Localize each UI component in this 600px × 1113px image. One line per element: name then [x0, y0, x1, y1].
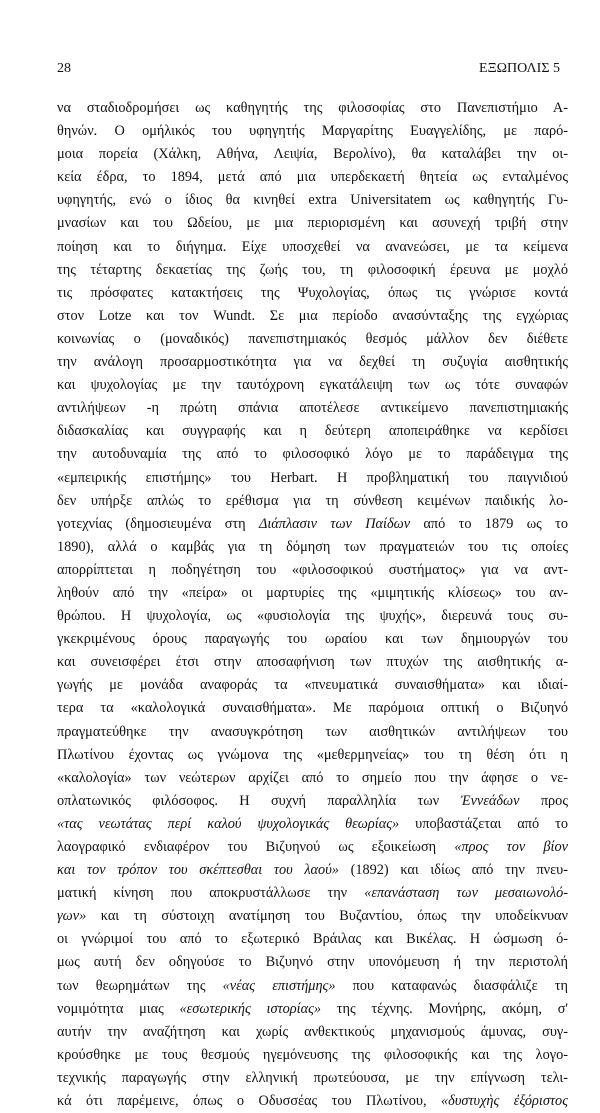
- text-line: [57, 928, 568, 951]
- text-line: [57, 467, 568, 490]
- text-line: [57, 189, 568, 212]
- text-segment: ληθούν από την «πείρα» οι μαρτυρίες της «μιμητικής κλίσεως» του αν-: [57, 584, 568, 601]
- text-line: [57, 166, 568, 189]
- page-number: 28: [57, 61, 71, 76]
- text-line: [57, 351, 568, 374]
- text-line: [57, 513, 568, 536]
- text-line: [57, 1044, 568, 1067]
- running-title: ΕΞΩΠΟΛΙΣ 5: [479, 61, 560, 76]
- text-line: [57, 212, 568, 235]
- text-line: [57, 397, 568, 420]
- text-line: [57, 836, 568, 859]
- text-segment: κεία έδρα, το 1894, μετά από μια υπερδεκαετή θητεία ως ενταλμένος: [57, 169, 568, 186]
- text-segment: νομιμότητα μιας: [57, 1000, 180, 1017]
- text-segment: στον Lotze και τον Wundt. Σε μια περίοδο ανασύνταξης της εγχώριας: [57, 307, 568, 324]
- text-segment: πραγματεύθηκε την ανασυγκρότηση των αισθητικών αντιλήψεων του: [57, 723, 568, 740]
- text-segment: της τέχνης. Μονήρης, ακόμη, σ': [321, 1000, 569, 1017]
- text-segment: «καλολογία» των νεώτερων αρχίζει από το σημείο που την άφησε ο νε-: [57, 769, 568, 786]
- text-line: [57, 259, 568, 282]
- text-segment: θηνών. Ο ομήλικός του υφηγητής Μαργαρίτης Ευαγγελίδης, με παρό-: [57, 123, 568, 140]
- text-line: [57, 674, 568, 697]
- text-segment: τερα τα «καλολογικά συναισθήματα». Με παρόμοια οπτική ο Βιζυηνό: [57, 700, 568, 717]
- text-line: [57, 1090, 568, 1113]
- text-line: [57, 582, 568, 605]
- text-line: [57, 443, 568, 466]
- text-segment: γοτεχνίας (δημοσιευμένα στη: [57, 515, 259, 532]
- text-line: [57, 1067, 568, 1090]
- text-segment: υφηγητής, ενώ ο ίδιος θα κινηθεί extra Universitatem ως καθηγητής Γυ-: [57, 192, 568, 209]
- text-segment: την ανάλογη προσαρμοστικότητα για να δεχθεί τη συζυγία αισθητικής: [57, 354, 568, 371]
- text-segment: μοια πορεία (Χάλκη, Αθήνα, Λειψία, Βερολίνο), θα καταλάβει την οι-: [57, 146, 568, 163]
- text-line: [57, 628, 568, 651]
- text-segment: και ψυχολογίας με την ταυτόχρονη εγκατάλειψη των ως τότε συναφών: [57, 377, 568, 394]
- text-line: [57, 420, 568, 443]
- text-segment: γκεκριμένους όρους παραγωγής του ωραίου και των δημιουργών του: [57, 631, 568, 648]
- text-line: [57, 490, 568, 513]
- text-segment: διδασκαλίας και συγγραφής και η δεύτερη αποπειράθηκε να κερδίσει: [57, 423, 568, 440]
- text-segment: λαογραφικό ενδιαφέρον του Βιζυηνού ως εξοικείωση: [57, 839, 455, 855]
- text-line: [57, 790, 568, 813]
- text-segment: της τέταρτης δεκαετίας της ζωής του, τη φιλοσοφική έρευνα με μοχλό: [57, 261, 568, 278]
- text-line: [57, 236, 568, 259]
- text-segment: υποβαστάζεται από το: [399, 815, 568, 832]
- italic-segment: και τον τρόπον του σκέπτεσθαι του λαού»: [57, 862, 339, 879]
- text-line: [57, 536, 568, 559]
- text-line: [57, 651, 568, 674]
- text-line: [57, 282, 568, 305]
- text-segment: γωγής με μονάδα αναφοράς τα «πνευματικά συναισθήματα» και ιδιαί-: [57, 677, 568, 694]
- italic-segment: Διάπλασιν των Παίδων: [258, 515, 411, 532]
- text-segment: ματική κίνηση που αποκρυστάλλωσε την: [57, 885, 365, 902]
- text-line: [57, 951, 568, 974]
- text-segment: μως αυτή δεν οδηγούσε το Βιζυηνό στην υπονόμευση ή την περιστολή: [57, 954, 568, 971]
- text-segment: Πλωτίνου έχοντας ως γνώμονα της «μεθερμηνείας» του τη θέση ότι η: [57, 746, 568, 763]
- italic-segment: «επανάσταση των μεσαιωνολό-: [364, 885, 568, 902]
- text-segment: κρούσθηκε με τους θεσμούς ηγεμόνευσης της φιλοσοφικής και της λογο-: [57, 1046, 568, 1063]
- text-line: [57, 1021, 568, 1044]
- text-line: [57, 559, 568, 582]
- italic-segment: «προς τον βίον: [454, 839, 568, 855]
- text-line: [57, 120, 568, 143]
- text-segment: κά ότι παρέμεινε, όπως ο Οδυσσέας του Πλωτίνου,: [57, 1093, 442, 1110]
- text-line: [57, 721, 568, 744]
- page-header: [57, 61, 560, 77]
- text-line: [57, 767, 568, 790]
- text-segment: μνασίων και του Ωδείου, με μια περιορισμένη και ασυνεχή τριβή στην: [57, 215, 568, 232]
- italic-segment: Ἐννεάδων: [460, 792, 520, 809]
- text-line: [57, 328, 568, 351]
- text-line: [57, 305, 568, 328]
- text-segment: προς: [519, 792, 568, 809]
- italic-segment: «νέας επιστήμης»: [222, 977, 336, 994]
- text-segment: των θεωρημάτων της: [57, 977, 223, 994]
- text-line: [57, 744, 568, 767]
- text-line: [57, 374, 568, 397]
- italic-segment: «τας νεωτάτας περί καλού ψυχολογικάς θεωρίας»: [57, 815, 400, 832]
- text-segment: τις πρόσφατες κατακτήσεις της Ψυχολογίας, όπως τις γνώρισε κοντά: [57, 284, 568, 301]
- text-segment: που καταφανώς διασφάλιζε τη: [335, 977, 568, 994]
- text-segment: «εμπειρικής επιστήμης» του Herbart. Η προβληματική του παιγνιδιού: [57, 469, 568, 486]
- text-line: [57, 605, 568, 628]
- text-line: [57, 143, 568, 166]
- text-segment: και τη σύστοιχη ανατίμηση του Βυζαντίου, όπως την υποδείκνυαν: [86, 908, 568, 925]
- text-segment: 1890), αλλά ο καμβάς για τη δόμηση των πραγματειών του τις οποίες: [57, 538, 568, 555]
- text-line: [57, 882, 568, 905]
- text-segment: οπλατωνικός φιλόσοφος. Η συχνή παραλληλία των: [57, 792, 461, 809]
- text-segment: (1892) και ιδίως από την πνευ-: [338, 862, 568, 879]
- text-line: [57, 998, 568, 1021]
- italic-segment: «εσωτερικής ιστορίας»: [179, 1000, 322, 1017]
- text-segment: απορρίπτεται η ποδηγέτηση του «φιλοσοφικού συστήματος» για να αντ-: [57, 561, 568, 578]
- text-line: [57, 813, 568, 836]
- text-segment: και συνεισφέρει έτσι στην αποσαφήνιση των πτυχών της αισθητικής α-: [57, 654, 568, 671]
- text-segment: να σταδιοδρομήσει ως καθηγητής της φιλοσοφίας στο Πανεπιστήμιο Α-: [57, 100, 568, 116]
- text-line: [57, 697, 568, 720]
- text-segment: αυτήν την αναζήτηση και χωρίς ανθεκτικούς μηχανισμούς άμυνας, συγ-: [57, 1023, 568, 1040]
- text-segment: ποίηση και το διήγημα. Είχε υποσχεθεί να ανανεώσει, με τα κείμενα: [57, 238, 568, 255]
- text-segment: κοινωνίας ο (μοναδικός) πανεπιστημιακός θεσμός μάλλον δεν διέθετε: [57, 330, 568, 347]
- body-text: [57, 97, 568, 1113]
- text-segment: από το 1879 ως το: [410, 515, 568, 532]
- text-line: [57, 97, 568, 120]
- text-segment: τεχνικής παραγωγής στην ελληνική πρωτεύουσα, με την επίγνωση τελι-: [57, 1069, 568, 1086]
- italic-segment: γων»: [57, 908, 87, 925]
- text-line: [57, 905, 568, 928]
- text-line: [57, 859, 568, 882]
- italic-segment: «δυστυχὴς ἐξόριστος: [441, 1093, 568, 1110]
- text-segment: την αυτοδυναμία της από το φιλοσοφικό λόγο με το παράδειγμα της: [57, 446, 568, 463]
- text-segment: δεν υπήρξε απλώς το ερέθισμα για τη σύνθεση κειμένων παιδικής λο-: [57, 492, 568, 509]
- text-line: [57, 975, 568, 998]
- text-segment: θρώπου. Η ψυχολογία, ως «φυσιολογία της ψυχής», διερευνά τους συ-: [57, 608, 568, 625]
- text-segment: οι γνώριμοί του από το εξωτερικό Βράιλας και Βικέλας. Η ώσμωση ό-: [57, 931, 568, 948]
- text-segment: αντιλήψεων -η πρώτη σπάνια αποτέλεσε αντικείμενο πανεπιστημιακής: [57, 400, 568, 417]
